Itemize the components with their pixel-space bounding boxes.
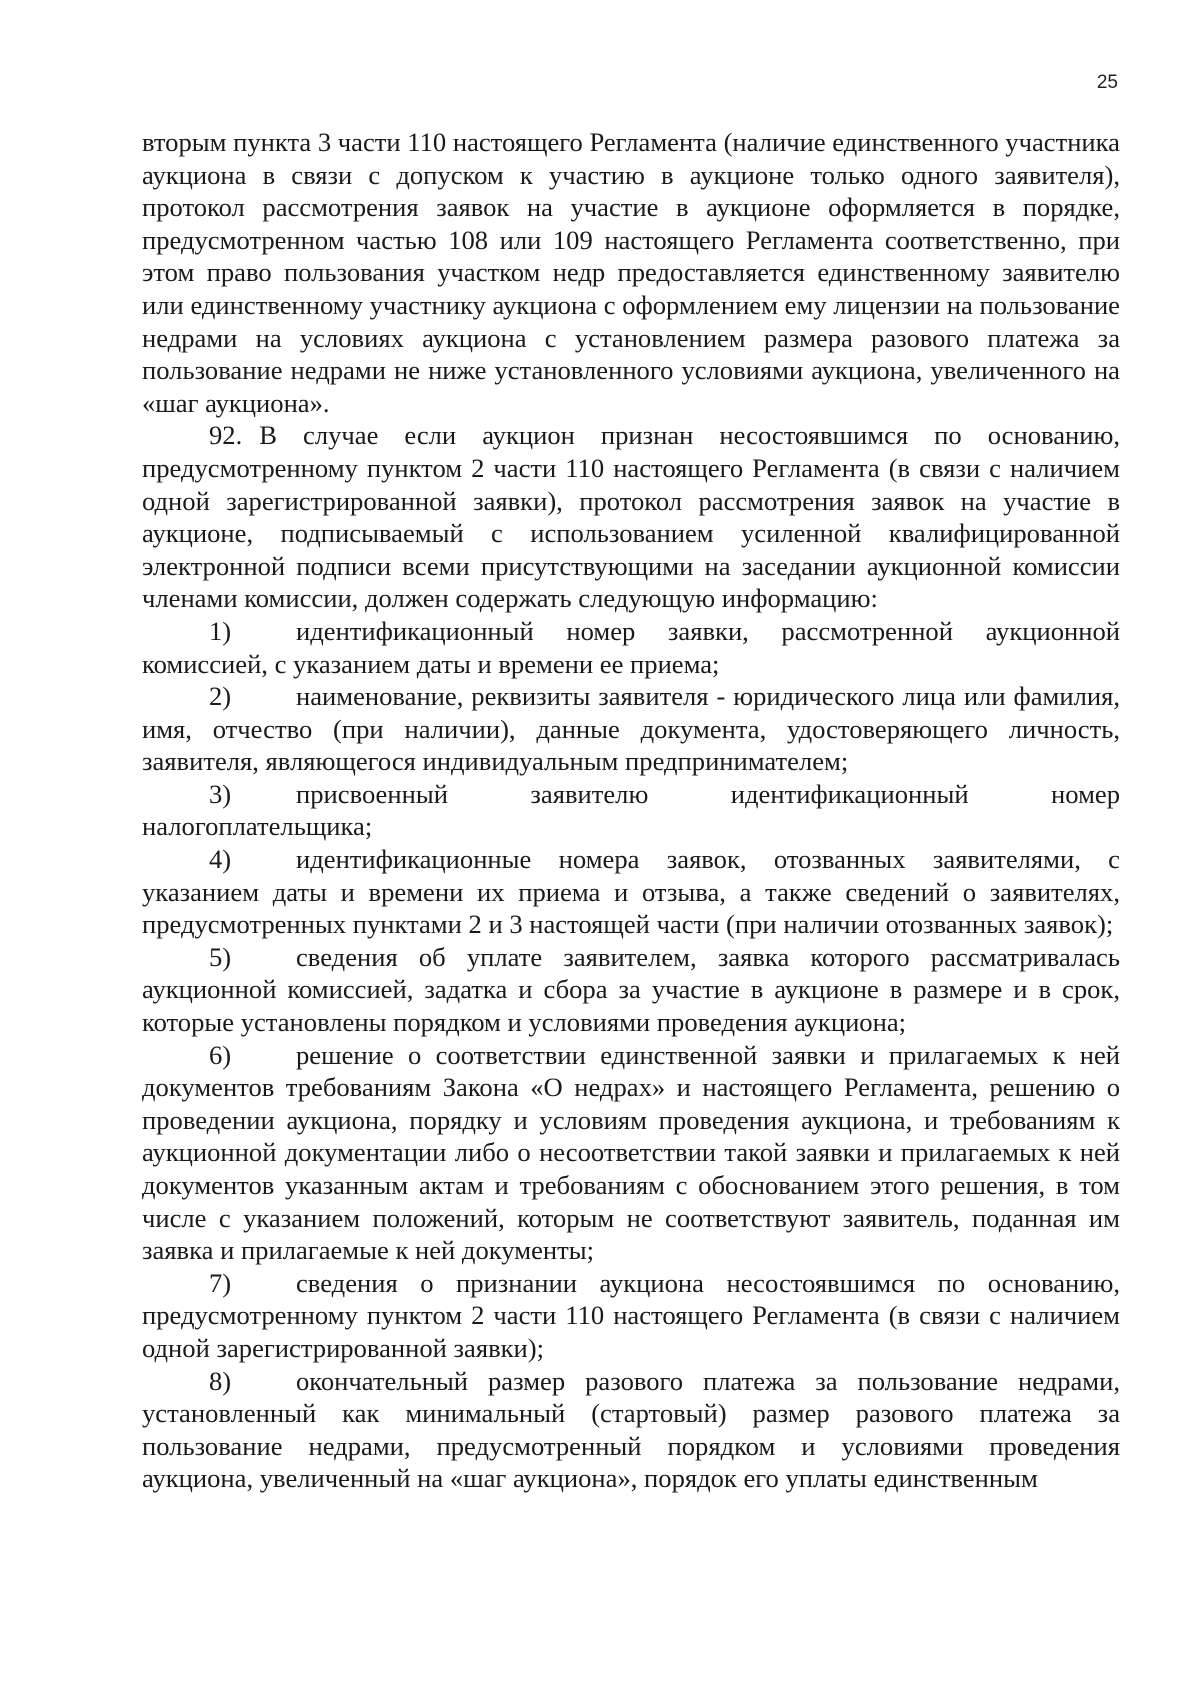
list-item-number: 3) — [209, 778, 232, 809]
document-body — [142, 126, 1120, 1495]
list-item-number: 7) — [209, 1267, 232, 1298]
list-item-7 — [142, 1267, 1120, 1365]
list-item-number: 8) — [209, 1365, 232, 1396]
list-item-text: окончательный размер разового платежа за пользование недрами, установленный как минимальный (стартовый) размер разового платежа за пользование недрами, предусмотренный порядком и условиями проведения аукциона, увеличенный на «шаг аукциона», порядок его уплаты единственным — [142, 1365, 1120, 1494]
list-item-text: присвоенный заявителю идентификационный номер налогоплательщика; — [142, 778, 1120, 842]
list-item-number: 6) — [209, 1039, 232, 1070]
paragraph-text: вторым пункта 3 части 110 настоящего Регламента (наличие единственного участника аукциона в связи с допуском к участию в аукционе только одного заявителя), протокол рассмотрения заявок на участие в аукционе оформляется в порядке, предусмотренном частью 108 или 109 настоящего Регламента соответственно, при этом право пользования участком недр предоставляется единственному заявителю или единственному участнику аукциона с оформлением ему лицензии на пользование недрами на условиях аукциона с установлением размера разового платежа за пользование недрами не ниже установленного условиями аукциона, увеличенного на «шаг аукциона». — [142, 127, 1120, 418]
list-item-6 — [142, 1039, 1120, 1267]
list-item-number: 1) — [209, 615, 232, 646]
list-item-text: наименование, реквизиты заявителя - юридического лица или фамилия, имя, отчество (при наличии), данные документа, удостоверяющего личность, заявителя, являющегося индивидуальным предпринимателем; — [142, 681, 1120, 777]
paragraph-number: 92. — [209, 420, 243, 451]
list-item-4 — [142, 843, 1120, 941]
list-item-text: сведения о признании аукциона несостоявшимся по основанию, предусмотренному пунктом 2 части 110 настоящего Регламента (в связи с наличием одной зарегистрированной заявки); — [142, 1267, 1120, 1363]
list-item-text: решение о соответствии единственной заявки и прилагаемых к ней документов требованиям Закона «О недрах» и настоящего Регламента, решению о проведении аукциона, порядку и условиям проведения аукциона, и требованиям к аукционной документации либо о несоответствии такой заявки и прилагаемых к ней документов указанным актам и требованиям с обоснованием этого решения, в том числе с указанием положений, которым не соответствуют заявитель, поданная им заявка и прилагаемые к ней документы; — [142, 1039, 1120, 1266]
page-number: 25 — [1096, 72, 1118, 93]
paragraph-92 — [142, 419, 1120, 615]
list-item-1 — [142, 615, 1120, 680]
list-item-5 — [142, 941, 1120, 1039]
list-item-number: 4) — [209, 844, 232, 875]
list-item-2 — [142, 680, 1120, 778]
list-item-3 — [142, 778, 1120, 843]
paragraph-text: В случае если аукцион признан несостоявшимся по основанию, предусмотренному пунктом 2 части 110 настоящего Регламента (в связи с наличием одной зарегистрированной заявки), протокол рассмотрения заявок на участие в аукционе, подписываемый с использованием усиленной квалифицированной электронной подписи всеми присутствующими на заседании аукционной комиссии членами комиссии, должен содержать следующую информацию: — [142, 420, 1120, 614]
paragraph-continuation — [142, 126, 1120, 419]
list-item-number: 2) — [209, 681, 232, 712]
list-item-8 — [142, 1365, 1120, 1495]
list-item-text: сведения об уплате заявителем, заявка которого рассматривалась аукционной комиссией, задатка и сбора за участие в аукционе в размере и в срок, которые установлены порядком и условиями проведения аукциона; — [142, 941, 1120, 1038]
list-item-number: 5) — [209, 941, 232, 972]
list-item-text: идентификационный номер заявки, рассмотренной аукционной комиссией, с указанием даты и времени ее приема; — [142, 615, 1120, 679]
list-item-text: идентификационные номера заявок, отозванных заявителями, с указанием даты и времени их приема и отзыва, а также сведений о заявителях, предусмотренных пунктами 2 и 3 настоящей части (при наличии отозванных заявок); — [142, 844, 1120, 940]
